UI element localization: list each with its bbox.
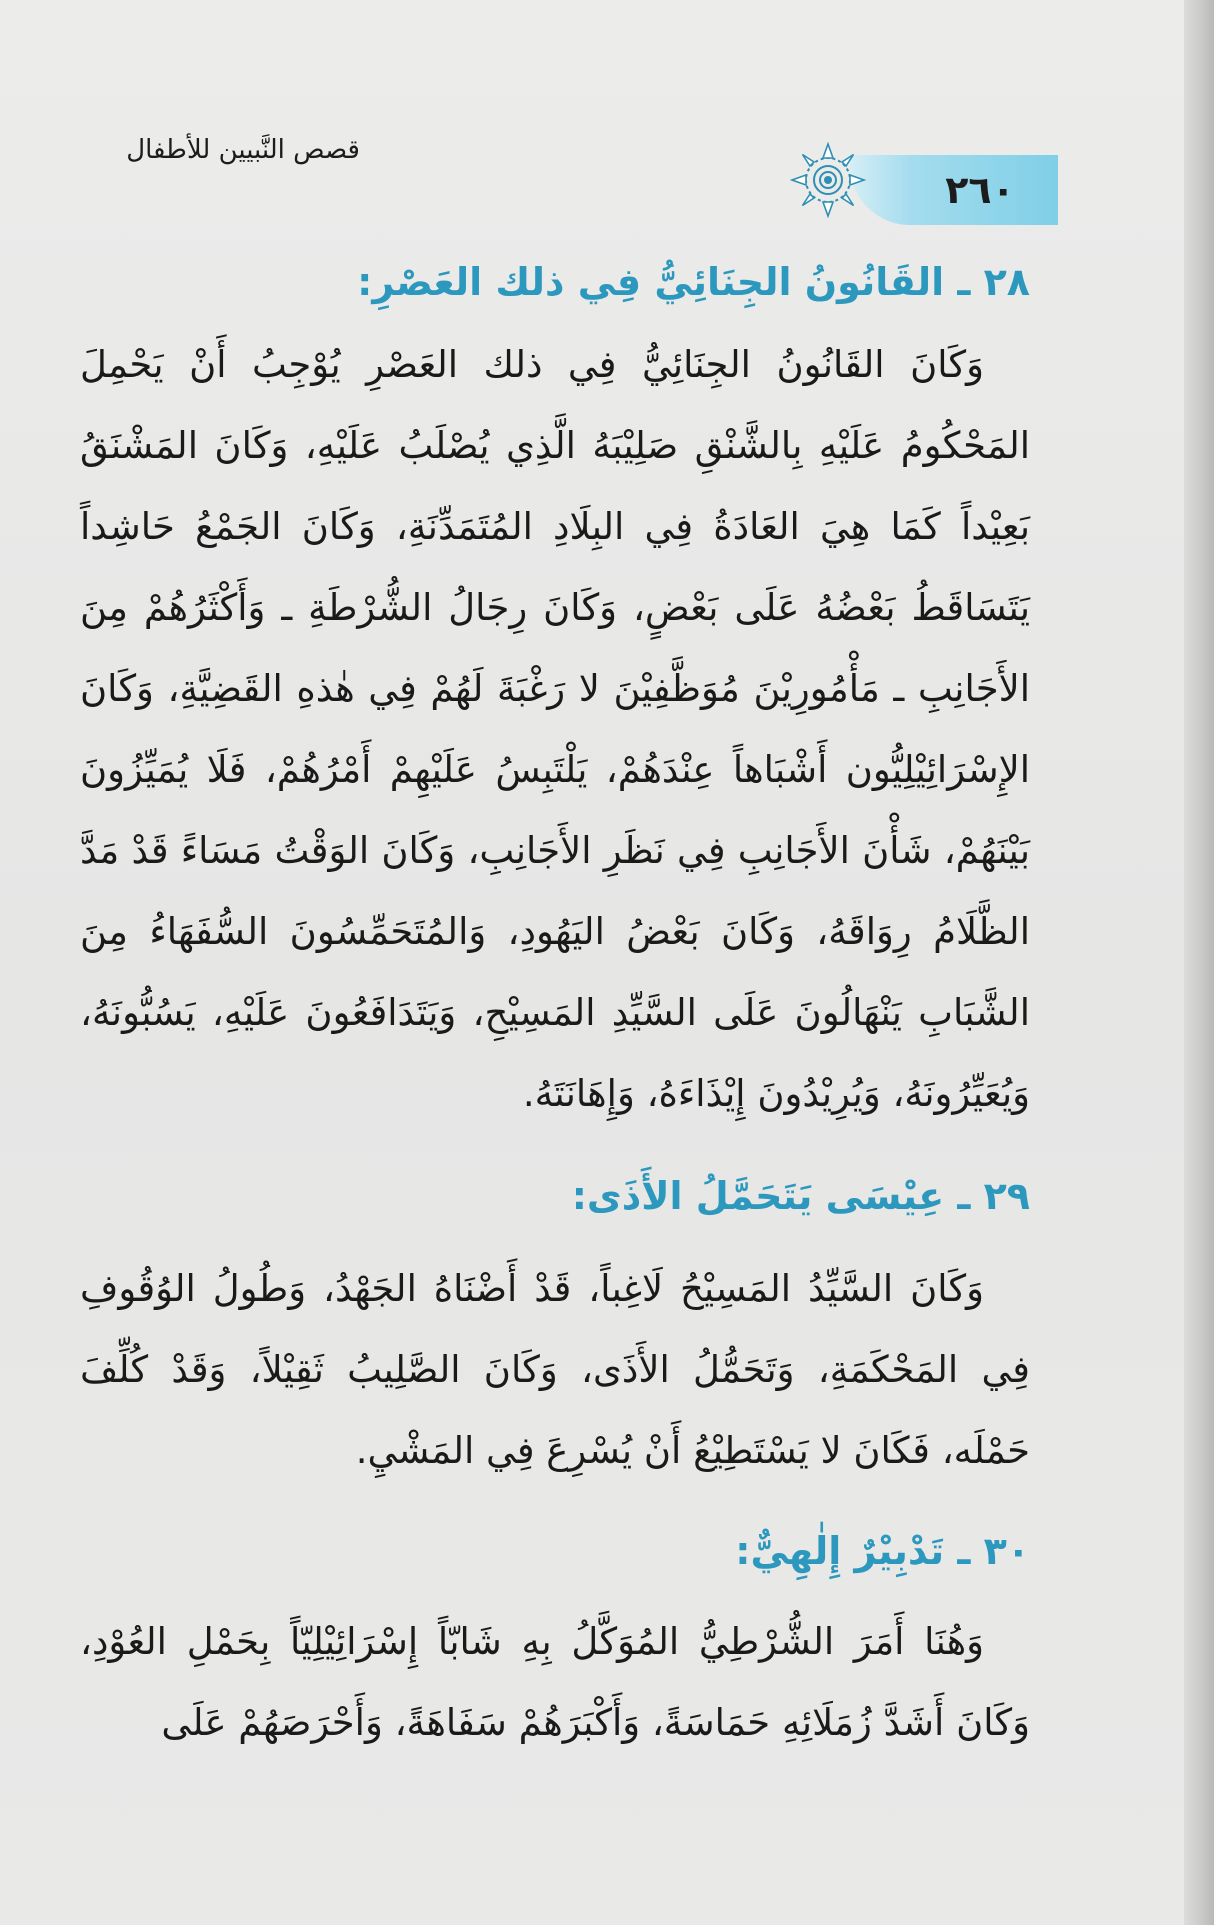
section-paragraph: وَكَانَ السَّيِّدُ المَسِيْحُ لَاغِباً، قَدْ أَضْنَاهُ الجَهْدُ، وَطُولُ الوُقُوفِ فِي المَحْكَمَةِ، وَتَحَمُّلُ الأَذَى، وَكَانَ الصَّلِيبُ ثَقِيْلاً، وَقَدْ كُلِّفَ حَمْلَه، فَكَانَ لا يَسْتَطِيْعُ أَنْ يُسْرِعَ فِي المَشْيِ.: [80, 1267, 1030, 1472]
section-heading: ٢٨ ـ القَانُونُ الجِنَائِيُّ فِي ذلك العَصْرِ:: [357, 260, 1030, 304]
page-number: ٢٦٠: [945, 168, 1015, 212]
page-edge: [1184, 0, 1214, 1925]
rosette-ornament-icon: [788, 140, 868, 220]
section-heading: ٢٩ ـ عِيْسَى يَتَحَمَّلُ الأَذَى:: [571, 1174, 1030, 1218]
book-title: قصص النَّبيين للأطفال: [126, 135, 360, 165]
section-heading: ٣٠ ـ تَدْبِيْرٌ إِلٰهِيٌّ:: [735, 1529, 1030, 1573]
page-content: [80, 250, 1030, 1763]
section-paragraph: وَكَانَ القَانُونُ الجِنَائِيُّ فِي ذلك العَصْرِ يُوْجِبُ أَنْ يَحْمِلَ المَحْكُومُ عَلَيْهِ بِالشَّنْقِ صَلِيْبَهُ الَّذِي يُصْلَبُ عَلَيْهِ، وَكَانَ المَشْنَقُ بَعِيْداً كَمَا هِيَ العَادَةُ فِي البِلَادِ المُتَمَدِّنَةِ، وَكَانَ الجَمْعُ حَاشِداً يَتَسَاقَطُ بَعْضُهُ عَلَى بَعْضٍ، وَكَانَ رِجَالُ الشُّرْطَةِ ـ وَأَكْثَرُهُمْ مِنَ الأَجَانِبِ ـ مَأْمُورِيْنَ مُوَظَّفِيْنَ لا رَغْبَةَ لَهُمْ فِي هٰذهِ القَضِيَّةِ، وَكَانَ الإِسْرَائِيْلِيُّون أَشْبَاهاً عِنْدَهُمْ، يَلْتَبِسُ عَلَيْهِمْ أَمْرُهُمْ، فَلَا يُمَيِّزُونَ بَيْنَهُمْ، شَأْنَ الأَجَانِبِ فِي نَظَرِ الأَجَانِبِ، وَكَانَ الوَقْتُ مَسَاءً قَدْ مَدَّ الظَّلَامُ رِوَاقَهُ، وَكَانَ بَعْضُ اليَهُودِ، وَالمُتَحَمِّسُونَ السُّفَهَاءُ مِنَ الشَّبَابِ يَنْهَالُونَ عَلَى السَّيِّدِ المَسِيْحِ، وَيَتَدَافَعُونَ عَلَيْهِ، يَسُبُّونَهُ، وَيُعَيِّرُونَهُ، وَيُرِيْدُونَ إِيْذَاءَهُ، وَإِهَانَتَهُ.: [80, 343, 1030, 1115]
section-paragraph: وَهُنَا أَمَرَ الشُّرْطِيُّ المُوَكَّلُ بِهِ شَابّاً إِسْرَائِيْلِيّاً بِحَمْلِ العُوْدِ، وَكَانَ أَشَدَّ زُمَلَائِهِ حَمَاسَةً، وَأَكْبَرَهُمْ سَفَاهَةً، وَأَحْرَصَهُمْ عَلَى: [80, 1620, 1030, 1744]
